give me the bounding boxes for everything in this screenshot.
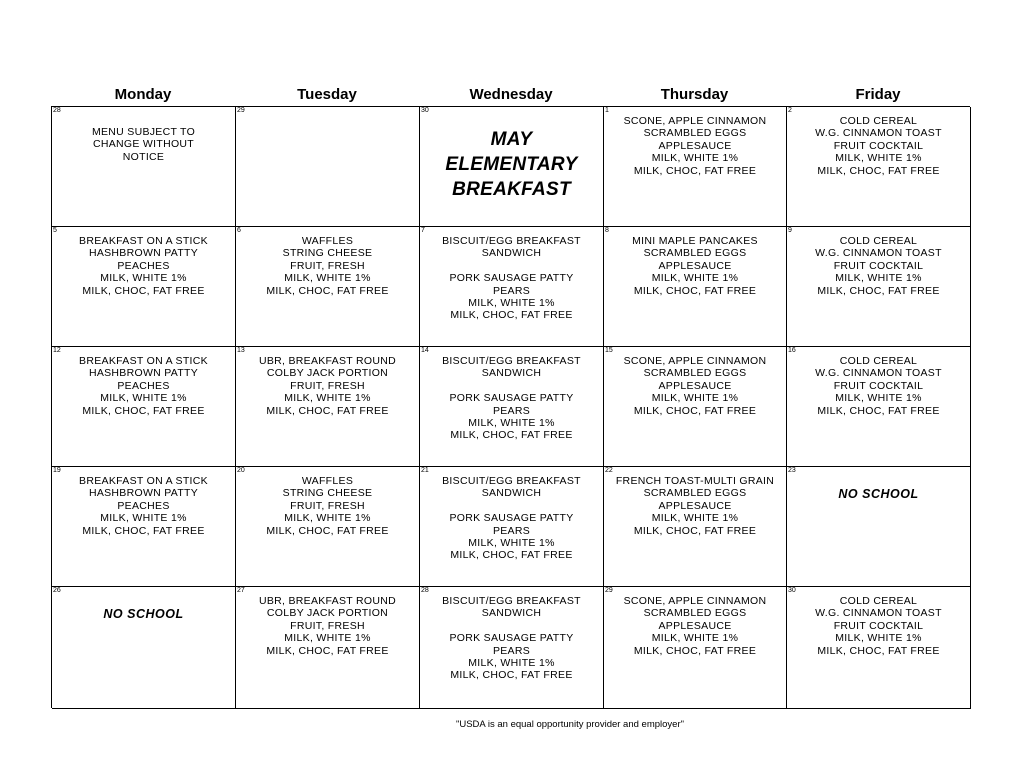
day-header-row: [51, 84, 970, 106]
menu-item: MILK, CHOC, FAT FREE: [633, 164, 757, 177]
menu-item: SANDWICH: [481, 487, 542, 500]
menu-item: [420, 260, 603, 272]
menu-item: SCRAMBLED EGGS: [643, 487, 747, 500]
menu-item: COLD CEREAL: [839, 355, 918, 367]
menu-item: BISCUIT/EGG BREAKFAST: [442, 235, 581, 247]
menu-item: FRUIT, FRESH: [290, 499, 365, 512]
calendar-day-cell: [420, 227, 604, 347]
menu-item: MILK, CHOC, FAT FREE: [266, 404, 389, 417]
calendar-day-cell: [787, 587, 971, 709]
calendar-day-cell: [420, 347, 604, 467]
calendar-day-cell: [420, 107, 604, 227]
menu-item: MINI MAPLE PANCAKES: [632, 235, 758, 247]
menu-item: PORK SAUSAGE PATTY: [449, 392, 574, 405]
menu-item: BREAKFAST ON A STICK: [79, 355, 208, 367]
menu-item: BISCUIT/EGG BREAKFAST: [442, 355, 581, 367]
calendar-day-cell: [236, 587, 420, 709]
menu-item: PEARS: [492, 644, 531, 657]
menu-items: [604, 355, 786, 417]
menu-item: MILK, CHOC, FAT FREE: [817, 164, 940, 177]
menu-item: SCRAMBLED EGGS: [643, 367, 747, 380]
menu-item: MILK, CHOC, FAT FREE: [633, 524, 757, 537]
menu-item: W.G. CINNAMON TOAST: [815, 367, 942, 380]
menu-item: FRENCH TOAST-MULTI GRAIN: [615, 475, 775, 487]
menu-item: MILK, WHITE 1%: [100, 512, 187, 525]
day-number: 9: [788, 227, 792, 234]
menu-items: [604, 115, 786, 177]
menu-items: [787, 115, 970, 177]
menu-item: MILK, CHOC, FAT FREE: [817, 284, 940, 297]
menu-items: [420, 235, 603, 322]
day-number: 28: [421, 587, 429, 594]
menu-item: UBR, BREAKFAST ROUND: [258, 355, 397, 367]
menu-item: MILK, WHITE 1%: [651, 392, 739, 405]
menu-item: MILK, WHITE 1%: [835, 392, 922, 405]
menu-change-notice: [52, 126, 235, 163]
no-school-label: [52, 607, 235, 621]
menu-item: SCRAMBLED EGGS: [643, 247, 747, 260]
calendar-day-cell: [604, 107, 787, 227]
menu-item: SCRAMBLED EGGS: [643, 607, 747, 620]
calendar-day-cell: [420, 467, 604, 587]
menu-item: UBR, BREAKFAST ROUND: [258, 595, 397, 607]
menu-item: MILK, WHITE 1%: [468, 417, 555, 430]
calendar-day-cell: [787, 227, 971, 347]
calendar-day-cell: [52, 107, 236, 227]
menu-items: [236, 475, 419, 537]
menu-item: PEARS: [492, 404, 531, 417]
menu-item: MILK, WHITE 1%: [284, 392, 371, 405]
day-header-monday: Monday: [114, 86, 172, 103]
menu-item: SANDWICH: [481, 247, 542, 260]
menu-items: [604, 475, 786, 537]
menu-item: SCONE, APPLE CINNAMON: [623, 115, 767, 127]
day-number: 29: [237, 107, 245, 114]
menu-item: FRUIT COCKTAIL: [833, 139, 924, 152]
menu-item: [420, 500, 603, 512]
menu-item: MILK, CHOC, FAT FREE: [450, 549, 573, 562]
menu-items: [420, 595, 603, 682]
menu-items: [236, 355, 419, 417]
calendar-day-cell: [604, 227, 787, 347]
menu-item: W.G. CINNAMON TOAST: [815, 127, 942, 140]
menu-item: FRUIT COCKTAIL: [833, 619, 924, 632]
menu-item: FRUIT, FRESH: [290, 379, 365, 392]
menu-item: MILK, CHOC, FAT FREE: [633, 404, 757, 417]
menu-items: [787, 235, 970, 297]
menu-item: STRING CHEESE: [282, 247, 373, 260]
menu-items: [420, 355, 603, 442]
menu-items: [604, 595, 786, 657]
menu-item: MILK, WHITE 1%: [651, 152, 739, 165]
day-number: 26: [53, 587, 61, 594]
menu-item: MILK, WHITE 1%: [468, 657, 555, 670]
calendar-grid: [51, 106, 970, 708]
menu-item: MILK, WHITE 1%: [835, 152, 922, 165]
day-number: 27: [237, 587, 245, 594]
menu-item: BISCUIT/EGG BREAKFAST: [442, 595, 581, 607]
menu-item: HASHBROWN PATTY: [88, 367, 199, 380]
menu-item: COLBY JACK PORTION: [266, 607, 389, 620]
day-number: 21: [421, 467, 429, 474]
banner-line: MAY: [490, 129, 533, 150]
calendar-day-cell: [604, 587, 787, 709]
day-header-wednesday: Wednesday: [469, 86, 553, 103]
calendar-day-cell: [52, 467, 236, 587]
menu-item: PORK SAUSAGE PATTY: [449, 632, 574, 645]
menu-item: MILK, WHITE 1%: [284, 512, 371, 525]
menu-items: [52, 355, 235, 417]
menu-item: MILK, WHITE 1%: [284, 632, 371, 645]
menu-item: NOTICE: [122, 150, 165, 163]
menu-items: [787, 355, 970, 417]
day-number: 30: [421, 107, 429, 114]
menu-item: PEACHES: [117, 379, 170, 392]
menu-item: NO SCHOOL: [103, 607, 184, 621]
menu-item: HASHBROWN PATTY: [88, 487, 199, 500]
menu-item: MILK, WHITE 1%: [284, 272, 371, 285]
menu-item: MILK, WHITE 1%: [651, 632, 739, 645]
calendar-day-cell: [787, 347, 971, 467]
menu-item: APPLESAUCE: [658, 499, 732, 512]
menu-item: HASHBROWN PATTY: [88, 247, 199, 260]
menu-items: [604, 235, 786, 297]
calendar-day-cell: [236, 347, 420, 467]
calendar-day-cell: [420, 587, 604, 709]
day-number: 19: [53, 467, 61, 474]
menu-items: [52, 235, 235, 297]
menu-item: APPLESAUCE: [658, 379, 732, 392]
day-number: 5: [53, 227, 57, 234]
menu-item: MILK, WHITE 1%: [100, 272, 187, 285]
day-number: 23: [788, 467, 796, 474]
menu-item: SCRAMBLED EGGS: [643, 127, 747, 140]
menu-item: FRUIT, FRESH: [290, 259, 365, 272]
menu-item: [420, 380, 603, 392]
day-number: 6: [237, 227, 241, 234]
menu-item: [420, 620, 603, 632]
no-school-label: [787, 487, 970, 501]
menu-item: APPLESAUCE: [658, 139, 732, 152]
menu-item: FRUIT, FRESH: [290, 619, 365, 632]
day-number: 2: [788, 107, 792, 114]
calendar-day-cell: [604, 347, 787, 467]
menu-item: WAFFLES: [301, 475, 354, 487]
menu-item: PEACHES: [117, 259, 170, 272]
menu-item: COLD CEREAL: [839, 115, 918, 127]
day-number: 16: [788, 347, 796, 354]
day-number: 13: [237, 347, 245, 354]
day-number: 8: [605, 227, 609, 234]
day-number: 28: [53, 107, 61, 114]
calendar-day-cell: [52, 587, 236, 709]
menu-item: MILK, CHOC, FAT FREE: [817, 644, 940, 657]
menu-item: SCONE, APPLE CINNAMON: [623, 595, 767, 607]
calendar-day-cell: [604, 467, 787, 587]
day-number: 20: [237, 467, 245, 474]
menu-item: FRUIT COCKTAIL: [833, 259, 924, 272]
day-header-thursday: Thursday: [660, 86, 729, 103]
calendar-day-cell: [236, 467, 420, 587]
menu-item: STRING CHEESE: [282, 487, 373, 500]
menu-items: [787, 595, 970, 657]
menu-item: PEARS: [492, 284, 531, 297]
banner-line: BREAKFAST: [452, 179, 571, 200]
menu-items: [52, 475, 235, 537]
menu-item: MILK, CHOC, FAT FREE: [266, 524, 389, 537]
menu-item: MILK, CHOC, FAT FREE: [450, 309, 573, 322]
calendar-day-cell: [787, 467, 971, 587]
menu-item: PORK SAUSAGE PATTY: [449, 512, 574, 525]
menu-item: COLD CEREAL: [839, 235, 918, 247]
day-header-tuesday: Tuesday: [297, 86, 357, 103]
menu-item: MILK, CHOC, FAT FREE: [266, 284, 389, 297]
menu-item: PORK SAUSAGE PATTY: [449, 272, 574, 285]
menu-item: MILK, WHITE 1%: [651, 512, 739, 525]
menu-item: BREAKFAST ON A STICK: [79, 475, 208, 487]
menu-item: COLD CEREAL: [839, 595, 918, 607]
menu-item: MILK, CHOC, FAT FREE: [82, 404, 205, 417]
menu-item: MILK, CHOC, FAT FREE: [450, 669, 573, 682]
menu-item: MILK, WHITE 1%: [651, 272, 739, 285]
menu-item: MILK, WHITE 1%: [468, 297, 555, 310]
menu-item: W.G. CINNAMON TOAST: [815, 607, 942, 620]
menu-item: SANDWICH: [481, 607, 542, 620]
menu-item: APPLESAUCE: [658, 619, 732, 632]
menu-item: MILK, CHOC, FAT FREE: [266, 644, 389, 657]
day-number: 30: [788, 587, 796, 594]
day-number: 15: [605, 347, 613, 354]
menu-item: PEACHES: [117, 499, 170, 512]
day-number: 22: [605, 467, 613, 474]
day-number: 1: [605, 107, 609, 114]
menu-item: SANDWICH: [481, 367, 542, 380]
calendar-day-cell: [236, 107, 420, 227]
menu-items: [236, 235, 419, 297]
menu-item: MILK, WHITE 1%: [100, 392, 187, 405]
menu-item: APPLESAUCE: [658, 259, 732, 272]
menu-item: FRUIT COCKTAIL: [833, 379, 924, 392]
menu-item: COLBY JACK PORTION: [266, 367, 389, 380]
day-number: 12: [53, 347, 61, 354]
banner-line: ELEMENTARY: [445, 154, 578, 175]
menu-item: MILK, CHOC, FAT FREE: [82, 524, 205, 537]
calendar-day-cell: [52, 227, 236, 347]
menu-item: SCONE, APPLE CINNAMON: [623, 355, 767, 367]
menu-item: W.G. CINNAMON TOAST: [815, 247, 942, 260]
calendar-day-cell: [52, 347, 236, 467]
calendar-day-cell: [787, 107, 971, 227]
menu-item: MILK, CHOC, FAT FREE: [450, 429, 573, 442]
menu-item: MILK, CHOC, FAT FREE: [82, 284, 205, 297]
menu-item: MILK, WHITE 1%: [468, 537, 555, 550]
menu-item: BISCUIT/EGG BREAKFAST: [442, 475, 581, 487]
menu-item: WAFFLES: [301, 235, 354, 247]
day-number: 7: [421, 227, 425, 234]
menu-title-banner: [420, 127, 603, 202]
menu-item: MENU SUBJECT TO: [91, 126, 196, 138]
menu-item: MILK, CHOC, FAT FREE: [633, 644, 757, 657]
menu-items: [420, 475, 603, 562]
menu-item: MILK, CHOC, FAT FREE: [817, 404, 940, 417]
calendar-day-cell: [236, 227, 420, 347]
menu-item: PEARS: [492, 524, 531, 537]
menu-item: MILK, WHITE 1%: [835, 632, 922, 645]
usda-footer-note: "USDA is an equal opportunity provider and employer": [455, 719, 684, 730]
menu-items: [236, 595, 419, 657]
menu-item: NO SCHOOL: [838, 487, 919, 501]
day-header-friday: Friday: [855, 86, 901, 103]
day-number: 29: [605, 587, 613, 594]
menu-item: MILK, WHITE 1%: [835, 272, 922, 285]
day-number: 14: [421, 347, 429, 354]
menu-item: BREAKFAST ON A STICK: [79, 235, 208, 247]
menu-item: MILK, CHOC, FAT FREE: [633, 284, 757, 297]
menu-item: CHANGE WITHOUT: [92, 138, 195, 151]
